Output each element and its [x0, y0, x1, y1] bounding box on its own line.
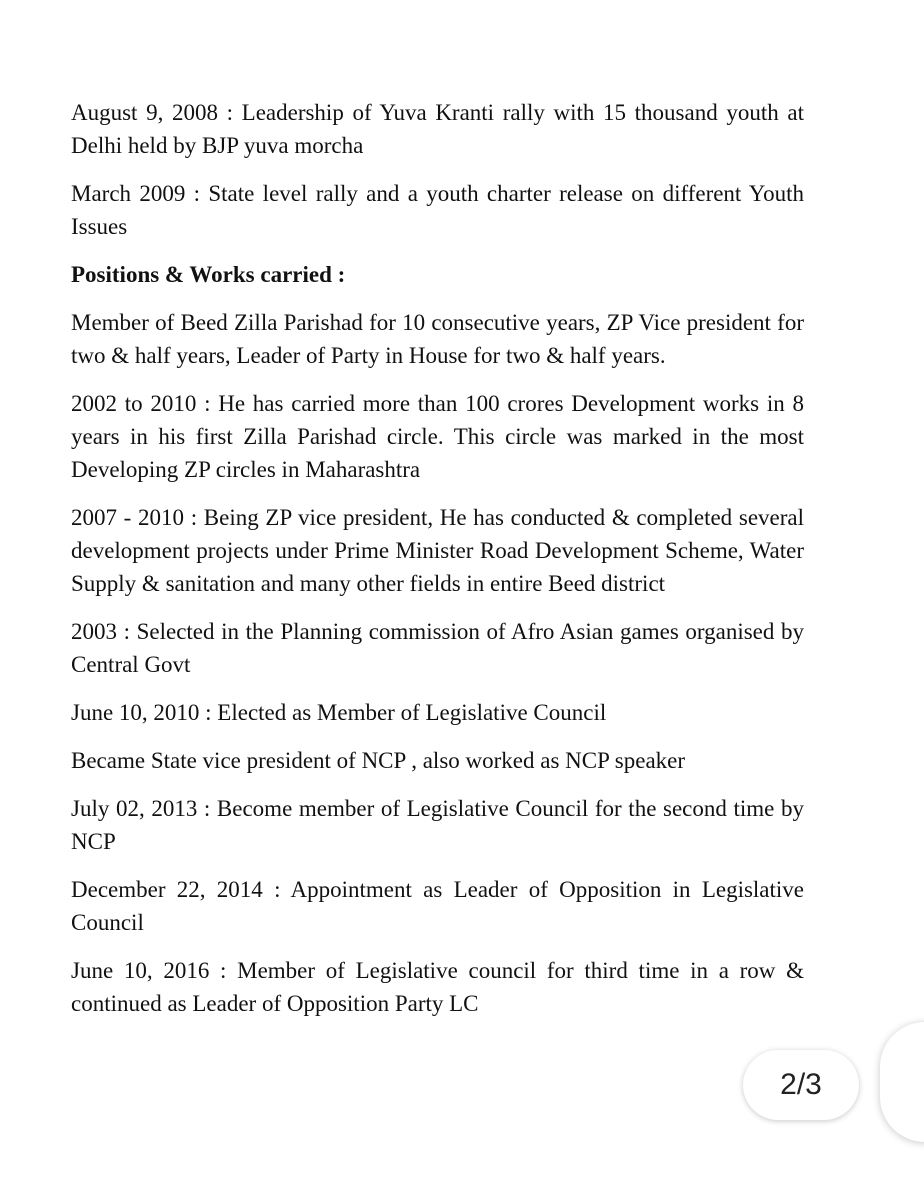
- page-indicator: 2/3: [743, 1050, 859, 1120]
- list-item: June 10, 2010 : Elected as Member of Legislative Council: [71, 700, 607, 725]
- list-item: 2003 : Selected in the Planning commission of Afro Asian games organised by Central Govt: [71, 619, 804, 677]
- paragraph-yuva-kranti: August 9, 2008 : Leadership of Yuva Kranti rally with 15 thousand youth at Delhi held by BJP yuva morcha: [71, 100, 804, 158]
- list-item: 2002 to 2010 : He has carried more than 100 crores Development works in 8 years in his first Zilla Parishad circle. This circle was marked in the most Developing ZP circles in Maharashtra: [71, 391, 804, 482]
- list-item: July 02, 2013 : Become member of Legislative Council for the second time by NCP: [71, 796, 804, 854]
- paragraph-youth-charter: March 2009 : State level rally and a youth charter release on different Youth Issues: [71, 181, 804, 239]
- list-item: December 22, 2014 : Appointment as Leader of Opposition in Legislative Council: [71, 877, 804, 935]
- list-item: Member of Beed Zilla Parishad for 10 consecutive years, ZP Vice president for two & half years, Leader of Party in House for two & half years.: [71, 310, 804, 368]
- page-content: [71, 96, 804, 1035]
- scroll-handle[interactable]: [880, 1022, 924, 1142]
- list-item: June 10, 2016 : Member of Legislative council for third time in a row & continued as Leader of Opposition Party LC: [71, 958, 804, 1016]
- list-item: Became State vice president of NCP , also worked as NCP speaker: [71, 748, 686, 773]
- list-item: 2007 - 2010 : Being ZP vice president, He has conducted & completed several development projects under Prime Minister Road Development Scheme, Water Supply & sanitation and many other fields in entire Beed district: [71, 505, 804, 596]
- section-heading: Positions & Works carried :: [71, 262, 346, 287]
